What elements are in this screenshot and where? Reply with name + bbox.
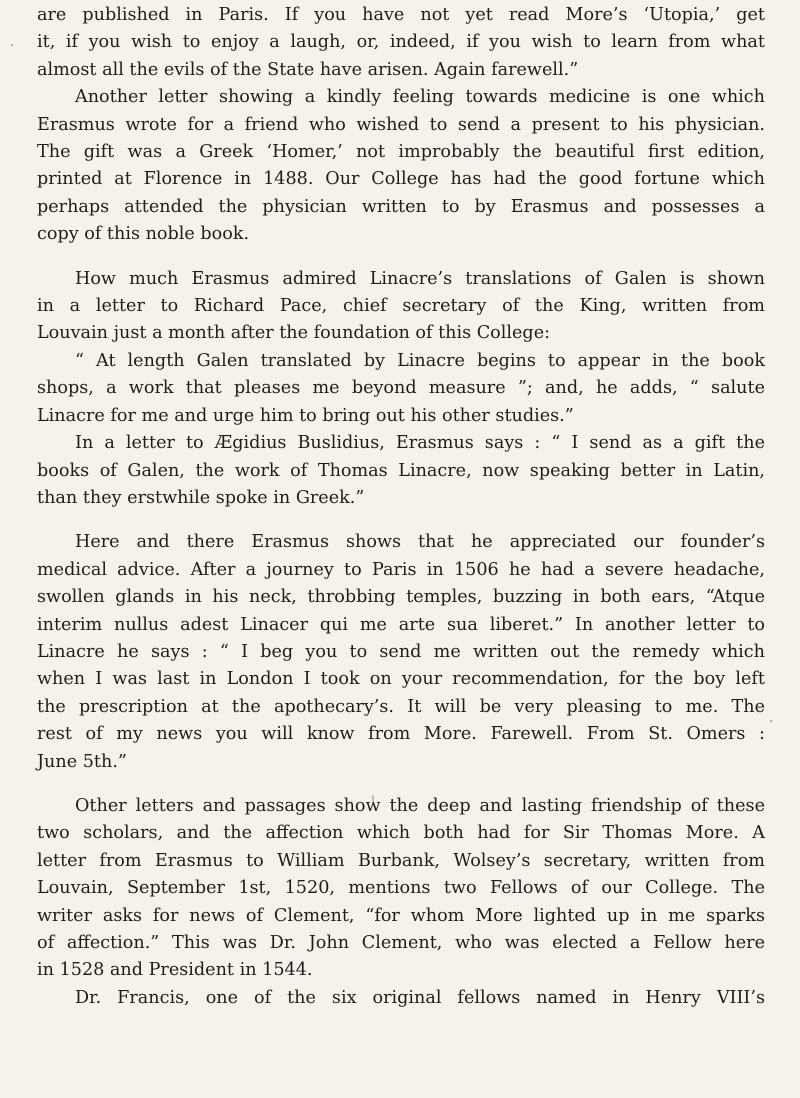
paragraph-line: Other letters and passages show the deep and lasting friendship of these	[75, 795, 765, 816]
paragraph-line: Louvain, September 1st, 1520, mentions two Fellows of our College. The	[37, 878, 765, 899]
paragraph-line: Louvain just a month after the foundation of this College:	[37, 323, 551, 344]
paragraph-line: June 5th.”	[37, 751, 127, 772]
print-speck	[11, 44, 13, 46]
paragraph-line: copy of this noble book.	[37, 224, 250, 245]
paragraph-line: of affection.” This was Dr. John Clement, who was elected a Fellow here	[37, 933, 765, 953]
print-speck	[372, 795, 374, 803]
paragraph-line: Another letter showing a kindly feeling towards medicine is one which	[75, 87, 765, 108]
paragraph-line: printed at Florence in 1488. Our College has had the good fortune which	[37, 169, 765, 190]
paragraph-line: Erasmus wrote for a friend who wished to send a present to his physician.	[37, 114, 765, 135]
paragraph-line: the prescription at the apothecary’s. It will be very pleasing to me. The	[37, 696, 765, 717]
paragraph-line: rest of my news you will know from More. Farewell. From St. Omers :	[37, 724, 765, 745]
paragraph-line: almost all the evils of the State have arisen. Again farewell.”	[37, 59, 579, 80]
paragraph-line: it, if you wish to enjoy a laugh, or, indeed, if you wish to learn from what	[37, 32, 765, 53]
paragraph-line: than they erstwhile spoke in Greek.”	[37, 487, 365, 508]
paragraph-line: shops, a work that pleases me beyond measure ”; and, he adds, “ salute	[37, 378, 765, 399]
paragraph-line: How much Erasmus admired Linacre’s translations of Galen is shown	[75, 268, 765, 289]
paragraph-line: The gift was a Greek ‘Homer,’ not improbably the beautiful first edition,	[37, 142, 765, 163]
paragraph-line: perhaps attended the physician written to by Erasmus and possesses a	[37, 196, 765, 217]
paragraph-line: books of Galen, the work of Thomas Linacre, now speaking better in Latin,	[37, 460, 765, 481]
print-speck	[770, 720, 772, 722]
page-text	[37, 2, 765, 1012]
paragraph-line: when I was last in London I took on your recommendation, for the boy left	[37, 669, 765, 690]
paragraph-line: swollen glands in his neck, throbbing temples, buzzing in both ears, “Atque	[37, 587, 765, 608]
paragraph-line: two scholars, and the affection which both had for Sir Thomas More. A	[37, 823, 765, 844]
paragraph-line: Dr. Francis, one of the six original fellows named in Henry VIII’s	[75, 987, 765, 1008]
paragraph-line: Here and there Erasmus shows that he appreciated our founder’s	[75, 532, 765, 553]
paragraph-line: in 1528 and President in 1544.	[37, 960, 313, 981]
paragraph-line: are published in Paris. If you have not yet read More’s ‘Utopia,’ get	[37, 5, 765, 25]
paragraph-line: Linacre for me and urge him to bring out his other studies.”	[37, 405, 574, 426]
paragraph-line: in a letter to Richard Pace, chief secretary of the King, written from	[37, 296, 765, 317]
paragraph-line: writer asks for news of Clement, “for whom More lighted up in me sparks	[37, 905, 765, 926]
paragraph-line: Linacre he says : “ I beg you to send me written out the remedy which	[37, 641, 765, 662]
paragraph-line: interim nullus adest Linacer qui me arte sua liberet.” In another letter to	[37, 614, 765, 635]
paragraph-line: “ At length Galen translated by Linacre begins to appear in the book	[75, 350, 765, 371]
paragraph-line: In a letter to Ægidius Buslidius, Erasmus says : “ I send as a gift the	[75, 433, 765, 454]
paragraph-line: medical advice. After a journey to Paris in 1506 he had a severe headache,	[37, 559, 765, 580]
paragraph-line: letter from Erasmus to William Burbank, Wolsey’s secretary, written from	[37, 850, 765, 871]
